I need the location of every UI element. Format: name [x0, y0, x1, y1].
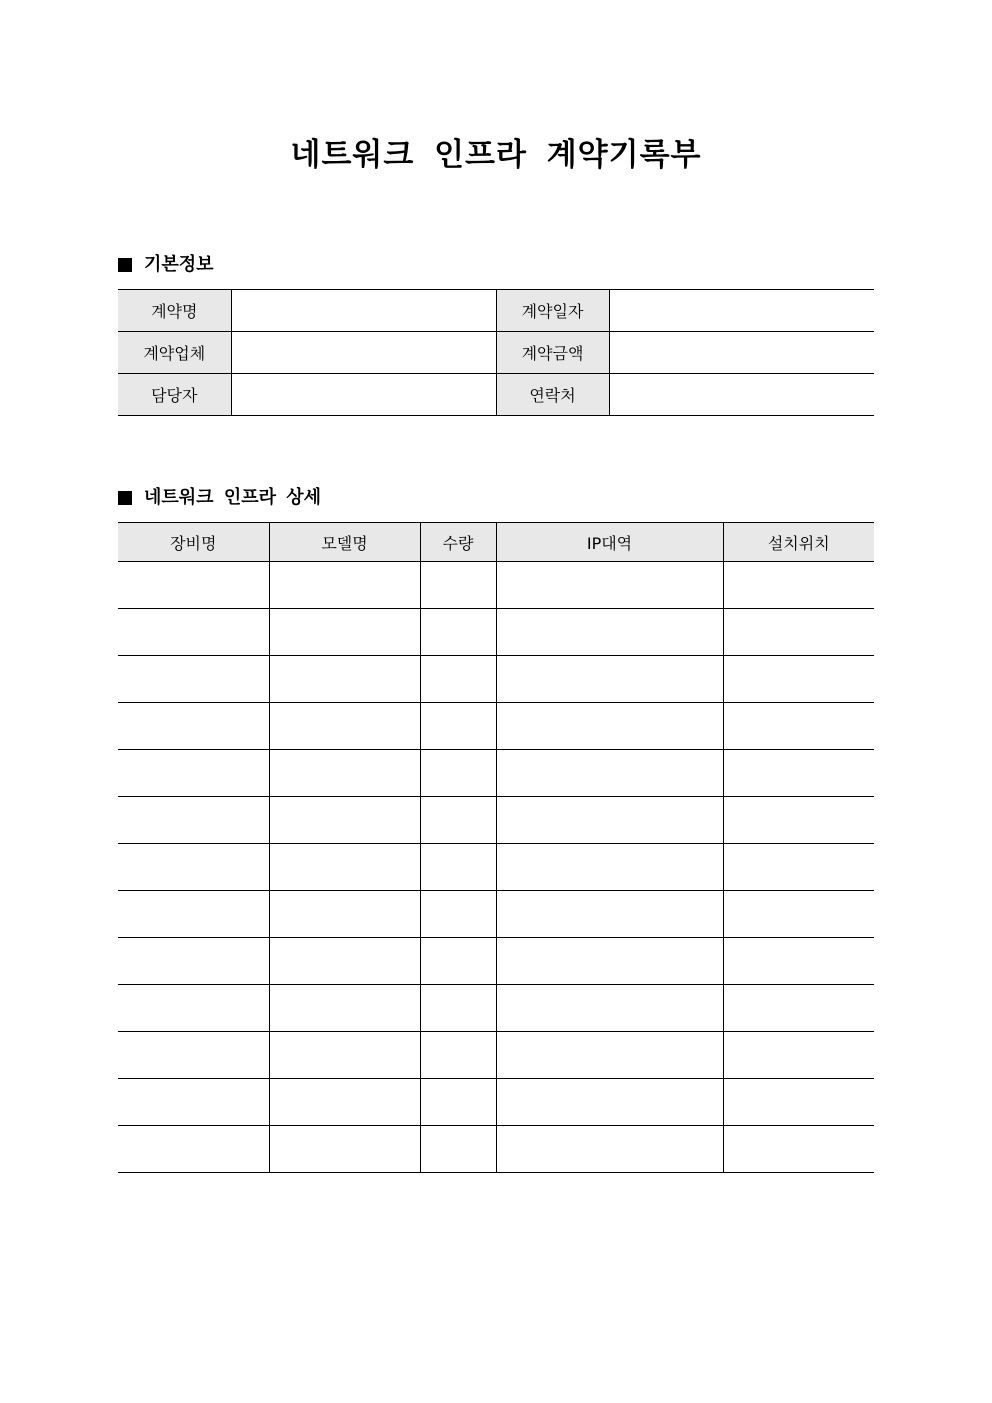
column-header-equipment: 장비명 [118, 523, 269, 562]
table-row [118, 844, 874, 891]
column-header-quantity: 수량 [420, 523, 496, 562]
table-row [118, 562, 874, 609]
cell-equipment[interactable] [118, 609, 269, 656]
cell-ip-range[interactable] [496, 1032, 723, 1079]
section-heading-label: 네트워크 인프라 상세 [144, 487, 322, 508]
table-header-row [118, 523, 874, 562]
table-row [118, 609, 874, 656]
cell-quantity[interactable] [420, 1032, 496, 1079]
column-header-model: 모델명 [269, 523, 420, 562]
infra-detail-table [118, 522, 874, 1173]
cell-equipment[interactable] [118, 797, 269, 844]
cell-model[interactable] [269, 844, 420, 891]
cell-ip-range[interactable] [496, 609, 723, 656]
field-contract-name[interactable] [231, 290, 496, 332]
cell-ip-range[interactable] [496, 844, 723, 891]
cell-model[interactable] [269, 562, 420, 609]
cell-equipment[interactable] [118, 703, 269, 750]
cell-quantity[interactable] [420, 656, 496, 703]
table-row [118, 374, 874, 416]
cell-quantity[interactable] [420, 562, 496, 609]
table-row [118, 1126, 874, 1173]
field-contractor[interactable] [231, 332, 496, 374]
cell-ip-range[interactable] [496, 1079, 723, 1126]
table-row [118, 332, 874, 374]
cell-quantity[interactable] [420, 1126, 496, 1173]
cell-location[interactable] [723, 1032, 874, 1079]
table-row [118, 1032, 874, 1079]
cell-model[interactable] [269, 985, 420, 1032]
field-contract-date[interactable] [609, 290, 874, 332]
cell-ip-range[interactable] [496, 656, 723, 703]
cell-quantity[interactable] [420, 844, 496, 891]
cell-equipment[interactable] [118, 985, 269, 1032]
cell-ip-range[interactable] [496, 891, 723, 938]
square-bullet-icon [118, 258, 132, 272]
cell-ip-range[interactable] [496, 750, 723, 797]
cell-equipment[interactable] [118, 562, 269, 609]
cell-quantity[interactable] [420, 609, 496, 656]
cell-ip-range[interactable] [496, 703, 723, 750]
cell-quantity[interactable] [420, 891, 496, 938]
label-contract-amount: 계약금액 [496, 332, 609, 374]
label-contract-date: 계약일자 [496, 290, 609, 332]
cell-quantity[interactable] [420, 1079, 496, 1126]
cell-model[interactable] [269, 1032, 420, 1079]
cell-quantity[interactable] [420, 938, 496, 985]
table-row [118, 938, 874, 985]
section-heading-infra-detail [118, 486, 321, 510]
table-row [118, 891, 874, 938]
cell-quantity[interactable] [420, 750, 496, 797]
cell-equipment[interactable] [118, 1079, 269, 1126]
cell-equipment[interactable] [118, 844, 269, 891]
cell-equipment[interactable] [118, 938, 269, 985]
cell-equipment[interactable] [118, 1126, 269, 1173]
label-contact: 연락처 [496, 374, 609, 416]
cell-location[interactable] [723, 656, 874, 703]
label-contract-name: 계약명 [118, 290, 231, 332]
section-heading-basic-info [118, 253, 214, 277]
cell-equipment[interactable] [118, 1032, 269, 1079]
cell-model[interactable] [269, 938, 420, 985]
table-row [118, 797, 874, 844]
cell-location[interactable] [723, 797, 874, 844]
cell-equipment[interactable] [118, 656, 269, 703]
cell-model[interactable] [269, 891, 420, 938]
table-row [118, 750, 874, 797]
cell-model[interactable] [269, 703, 420, 750]
basic-info-table [118, 289, 874, 416]
cell-location[interactable] [723, 1126, 874, 1173]
cell-location[interactable] [723, 844, 874, 891]
page-title: 네트워크 인프라 계약기록부 [290, 137, 702, 173]
cell-location[interactable] [723, 891, 874, 938]
cell-quantity[interactable] [420, 985, 496, 1032]
cell-quantity[interactable] [420, 703, 496, 750]
cell-model[interactable] [269, 609, 420, 656]
table-row [118, 985, 874, 1032]
cell-location[interactable] [723, 938, 874, 985]
table-row [118, 656, 874, 703]
cell-equipment[interactable] [118, 891, 269, 938]
table-row [118, 703, 874, 750]
label-contractor: 계약업체 [118, 332, 231, 374]
cell-model[interactable] [269, 1079, 420, 1126]
cell-ip-range[interactable] [496, 1126, 723, 1173]
cell-equipment[interactable] [118, 750, 269, 797]
cell-ip-range[interactable] [496, 562, 723, 609]
cell-location[interactable] [723, 1079, 874, 1126]
label-manager: 담당자 [118, 374, 231, 416]
cell-ip-range[interactable] [496, 985, 723, 1032]
cell-model[interactable] [269, 656, 420, 703]
cell-location[interactable] [723, 609, 874, 656]
cell-location[interactable] [723, 703, 874, 750]
square-bullet-icon [118, 491, 132, 505]
cell-location[interactable] [723, 750, 874, 797]
cell-model[interactable] [269, 750, 420, 797]
cell-quantity[interactable] [420, 797, 496, 844]
cell-model[interactable] [269, 797, 420, 844]
field-contract-amount[interactable] [609, 332, 874, 374]
cell-model[interactable] [269, 1126, 420, 1173]
cell-ip-range[interactable] [496, 938, 723, 985]
column-header-location: 설치위치 [723, 523, 874, 562]
column-header-ip-range: IP대역 [496, 523, 723, 562]
field-manager[interactable] [231, 374, 496, 416]
cell-ip-range[interactable] [496, 797, 723, 844]
table-row [118, 290, 874, 332]
cell-location[interactable] [723, 562, 874, 609]
field-contact[interactable] [609, 374, 874, 416]
section-heading-label: 기본정보 [144, 254, 214, 275]
cell-location[interactable] [723, 985, 874, 1032]
table-row [118, 1079, 874, 1126]
